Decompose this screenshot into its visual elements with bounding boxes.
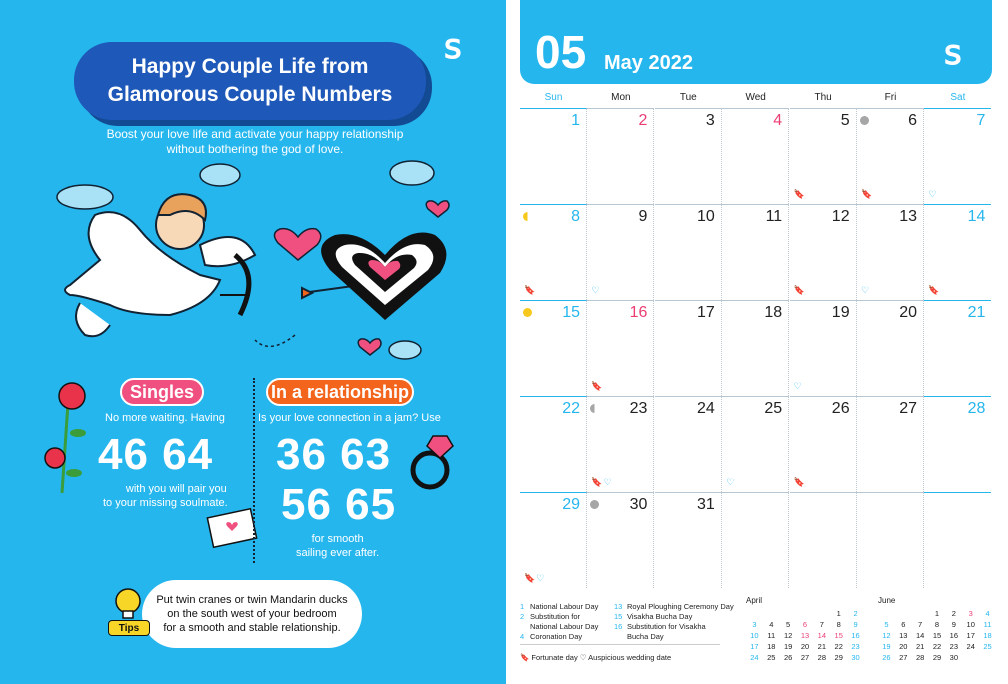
mini-day: 9 <box>853 620 858 629</box>
day-marker-icon: ♡ <box>726 477 736 487</box>
holiday-date: 15 <box>614 612 623 621</box>
mini-day: 27 <box>899 653 908 662</box>
day-marker-icon: ♡ <box>793 381 803 391</box>
day-cell <box>924 108 991 204</box>
day-cell <box>722 492 789 588</box>
day-cell <box>655 492 722 588</box>
day-cell <box>520 108 587 204</box>
love-letter-icon <box>205 505 260 550</box>
day-marker-icon: 🔖 <box>928 285 941 295</box>
mini-day: 11 <box>983 620 992 629</box>
mini-day: 28 <box>915 653 925 662</box>
day-cell <box>790 108 857 204</box>
rose-icon <box>40 378 95 498</box>
relationship-pill: In a relationship <box>266 378 414 406</box>
singles-intro: No more waiting. Having <box>105 412 225 424</box>
mini-day: 23 <box>851 642 860 651</box>
mini-day: 30 <box>851 653 860 662</box>
holiday-item <box>520 622 614 632</box>
holiday-item <box>614 612 738 622</box>
moon-phase-icon <box>860 116 869 125</box>
mini-day: 17 <box>750 642 759 651</box>
holiday-name: Substitution for <box>530 612 581 621</box>
day-number: 4 <box>773 112 783 129</box>
mini-day: 25 <box>983 642 992 651</box>
weekday-mon: Mon <box>611 92 631 103</box>
ring-icon <box>405 428 465 493</box>
day-cell <box>655 300 722 396</box>
tips-line-1: Put twin cranes or twin Mandarin ducks <box>156 594 348 606</box>
day-cell <box>790 492 857 588</box>
weekday-wed: Wed <box>745 92 766 103</box>
weekday-fri: Fri <box>884 92 897 103</box>
holiday-name: Bucha Day <box>627 632 664 641</box>
day-cell <box>924 492 991 588</box>
mini-day <box>763 609 780 619</box>
mini-day: 3 <box>968 609 973 618</box>
mini-day: 20 <box>899 642 908 651</box>
mini-day: 26 <box>783 653 793 662</box>
title-badge <box>74 42 426 120</box>
day-number: 11 <box>765 208 783 225</box>
day-number: 20 <box>899 304 917 321</box>
mini-day <box>813 609 830 619</box>
holiday-item <box>520 632 614 642</box>
heart-target-icon <box>321 233 446 321</box>
day-number: 27 <box>899 400 917 417</box>
weekday-sat: Sat <box>950 92 966 103</box>
mini-day <box>797 609 814 619</box>
mini-day: 23 <box>949 642 959 651</box>
mini-day: 3 <box>752 620 757 629</box>
tips-bubble <box>142 580 362 648</box>
day-number: 19 <box>831 304 850 321</box>
mini-day: 29 <box>834 653 843 662</box>
holiday-item <box>614 622 738 632</box>
day-number: 12 <box>831 208 850 225</box>
june-grid <box>878 609 996 663</box>
holiday-list-1 <box>520 602 614 642</box>
singles-outro-line-2: to your missing soulmate. <box>103 497 228 509</box>
holiday-date: 1 <box>520 602 525 611</box>
calendar-grid <box>520 108 992 592</box>
mini-day <box>895 609 912 619</box>
day-marker-icon: 🔖 <box>524 285 537 295</box>
tips-line-2: on the south west of your bedroom <box>167 608 337 620</box>
relationship-intro: Is your love connection in a jam? Use <box>258 412 441 424</box>
relationship-numbers-1: 36 63 <box>276 430 392 479</box>
mini-day: 6 <box>802 620 808 629</box>
day-number: 7 <box>976 112 986 129</box>
day-cell <box>857 300 924 396</box>
mini-day: 20 <box>800 642 810 651</box>
mini-day <box>746 609 763 619</box>
tips-label: Tips <box>108 620 150 636</box>
holiday-name: National Labour Day <box>530 602 599 611</box>
day-number: 6 <box>908 112 917 129</box>
day-number: 25 <box>764 400 783 417</box>
holiday-date: 4 <box>520 632 525 641</box>
relationship-outro <box>296 532 379 560</box>
cupid-icon <box>65 194 255 336</box>
footer-divider <box>520 644 720 645</box>
mini-day: 27 <box>800 653 810 662</box>
day-cell <box>722 396 789 492</box>
subtitle-line-2: without bothering the god of love. <box>166 142 344 156</box>
mini-day: 15 <box>834 631 843 640</box>
mini-day: 14 <box>817 631 827 640</box>
moon-phase-icon <box>590 404 599 413</box>
holiday-name: Royal Ploughing Ceremony Day <box>627 602 734 611</box>
mini-day: 22 <box>932 642 942 651</box>
day-cell <box>587 492 654 588</box>
day-marker-icon: 🔖 <box>591 381 604 391</box>
mini-day <box>878 609 895 619</box>
day-cell <box>857 396 924 492</box>
day-number: 30 <box>629 496 648 513</box>
mini-day: 30 <box>949 653 959 662</box>
mini-day: 7 <box>819 620 824 629</box>
day-cell <box>790 300 857 396</box>
mini-day: 8 <box>836 620 841 629</box>
day-marker-icon: 🔖 <box>793 477 806 487</box>
day-number: 14 <box>967 208 986 225</box>
holiday-date: 16 <box>614 622 623 631</box>
calendar-footer <box>520 596 1008 684</box>
mini-day: 16 <box>851 631 860 640</box>
mini-day: 4 <box>769 620 774 629</box>
mini-day: 15 <box>932 631 942 640</box>
day-cell <box>587 396 654 492</box>
day-marker-icon: ♡ <box>591 285 601 295</box>
day-cell <box>790 396 857 492</box>
day-cell <box>587 108 654 204</box>
day-marker-icon: ♡ <box>928 189 938 199</box>
mini-day: 24 <box>750 653 759 662</box>
day-number: 9 <box>638 208 648 225</box>
holiday-name: Visakha Bucha Day <box>627 612 693 621</box>
month-name: May 2022 <box>604 52 693 74</box>
day-number: 22 <box>562 400 580 417</box>
cupid-illustration <box>40 155 470 370</box>
month-number: 05 <box>535 26 587 78</box>
holiday-item <box>520 602 614 612</box>
mini-day: 25 <box>767 653 776 662</box>
day-cell <box>924 396 991 492</box>
holiday-name: Coronation Day <box>530 632 583 641</box>
day-marker-icon: ♡ <box>861 285 871 295</box>
day-cell <box>857 108 924 204</box>
day-number: 3 <box>705 112 715 129</box>
weekday-header <box>520 88 992 108</box>
mini-day: 8 <box>934 620 940 629</box>
june-title: June <box>878 596 896 605</box>
day-marker-icon: 🔖 <box>861 189 874 199</box>
moon-phase-icon <box>523 212 532 221</box>
day-marker-icon: 🔖♡ <box>524 573 546 583</box>
mini-day: 21 <box>915 642 925 651</box>
subtitle-line-1: Boost your love life and activate your happy relationship <box>106 127 404 141</box>
day-number: 24 <box>697 400 715 417</box>
holiday-date: 13 <box>614 602 623 611</box>
mini-day: 2 <box>951 609 956 618</box>
day-number: 8 <box>571 208 580 225</box>
singles-numbers: 46 64 <box>98 430 214 479</box>
day-cell <box>520 396 587 492</box>
holiday-item <box>614 632 738 642</box>
weekday-tue: Tue <box>679 92 697 103</box>
title-line-2: Glamorous Couple Numbers <box>107 83 393 106</box>
day-cell <box>722 300 789 396</box>
day-cell <box>520 204 587 300</box>
calendar-page <box>520 0 1008 684</box>
moon-phase-icon <box>523 308 532 317</box>
holiday-date: 2 <box>520 612 525 621</box>
mini-day <box>962 653 979 663</box>
mini-day: 4 <box>985 609 990 618</box>
page-gutter <box>506 0 520 684</box>
mini-day: 21 <box>817 642 827 651</box>
singles-outro-line-1: with you will pair you <box>125 483 227 495</box>
day-number: 18 <box>764 304 783 321</box>
section-divider <box>253 378 255 563</box>
day-number: 21 <box>967 304 986 321</box>
holiday-name: Substitution for Visakha <box>627 622 706 631</box>
mini-day: 18 <box>767 642 776 651</box>
mini-day <box>912 609 929 619</box>
day-cell <box>924 300 991 396</box>
mini-day: 17 <box>966 631 975 640</box>
holiday-list-2 <box>614 602 738 642</box>
april-title: April <box>746 596 763 605</box>
calendar-header <box>520 0 992 84</box>
day-cell <box>722 108 789 204</box>
mini-day: 12 <box>882 631 891 640</box>
weekday-sun: Sun <box>544 92 563 103</box>
day-cell <box>857 204 924 300</box>
day-number: 26 <box>831 400 850 417</box>
mini-day: 13 <box>800 631 810 640</box>
day-marker-icon: 🔖 <box>793 189 806 199</box>
mini-day: 19 <box>882 642 891 651</box>
mini-day: 24 <box>966 642 975 651</box>
mini-day: 1 <box>836 609 841 618</box>
day-cell <box>587 204 654 300</box>
day-cell <box>857 492 924 588</box>
mini-day: 16 <box>949 631 959 640</box>
mini-day: 10 <box>966 620 975 629</box>
day-number: 29 <box>562 496 580 513</box>
day-cell <box>520 300 587 396</box>
title-line-1: Happy Couple Life from <box>131 55 369 78</box>
mini-calendar-april <box>746 596 864 663</box>
day-cell <box>924 204 991 300</box>
lightbulb-icon <box>112 585 144 621</box>
day-cell <box>587 300 654 396</box>
relationship-outro-line-1: for smooth <box>311 533 364 545</box>
mini-day: 5 <box>884 620 889 629</box>
brand-logo-icon: ꜱ <box>944 34 962 72</box>
mini-day: 5 <box>786 620 791 629</box>
day-cell <box>655 108 722 204</box>
day-cell <box>655 396 722 492</box>
mini-day: 22 <box>834 642 843 651</box>
day-cell <box>790 204 857 300</box>
day-number: 16 <box>629 304 648 321</box>
moon-phase-icon <box>590 500 599 509</box>
brand-logo-icon: ꜱ <box>444 28 462 66</box>
mini-day: 10 <box>750 631 759 640</box>
april-grid <box>746 609 864 663</box>
mini-day: 14 <box>915 631 925 640</box>
day-number: 15 <box>562 304 580 321</box>
mini-day: 1 <box>934 609 940 618</box>
day-number: 31 <box>697 496 715 513</box>
mini-day: 18 <box>983 631 992 640</box>
holiday-item <box>614 602 738 612</box>
mini-day: 28 <box>817 653 827 662</box>
mini-day: 12 <box>783 631 793 640</box>
day-number: 13 <box>899 208 917 225</box>
mini-day: 19 <box>783 642 793 651</box>
mini-day <box>780 609 797 619</box>
day-number: 28 <box>967 400 986 417</box>
day-number: 17 <box>697 304 715 321</box>
day-marker-icon: 🔖 <box>793 285 806 295</box>
subtitle <box>60 127 450 157</box>
day-number: 1 <box>571 112 580 129</box>
day-cell <box>520 492 587 588</box>
mini-day: 6 <box>901 620 906 629</box>
day-number: 5 <box>840 112 850 129</box>
mini-day: 11 <box>767 631 776 640</box>
legend: 🔖 Fortunate day ♡ Auspicious wedding date <box>520 653 672 662</box>
tips-line-3: for a smooth and stable relationship. <box>163 622 341 634</box>
weekday-thu: Thu <box>814 92 832 103</box>
mini-day: 13 <box>899 631 908 640</box>
day-cell <box>655 204 722 300</box>
mini-day: 26 <box>882 653 891 662</box>
mini-day <box>979 653 996 663</box>
holiday-name: National Labour Day <box>530 622 599 631</box>
day-number: 2 <box>638 112 648 129</box>
mini-day: 7 <box>918 620 923 629</box>
mini-day: 29 <box>932 653 942 662</box>
day-cell <box>722 204 789 300</box>
singles-pill: Singles <box>120 378 204 406</box>
mini-calendar-june <box>878 596 996 663</box>
day-number: 23 <box>629 400 648 417</box>
day-marker-icon: 🔖♡ <box>591 477 613 487</box>
day-number: 10 <box>697 208 715 225</box>
holiday-item <box>520 612 614 622</box>
relationship-numbers-2: 56 65 <box>281 480 397 529</box>
mini-day: 2 <box>853 609 858 618</box>
relationship-outro-line-2: sailing ever after. <box>296 547 380 559</box>
mini-day: 9 <box>951 620 956 629</box>
